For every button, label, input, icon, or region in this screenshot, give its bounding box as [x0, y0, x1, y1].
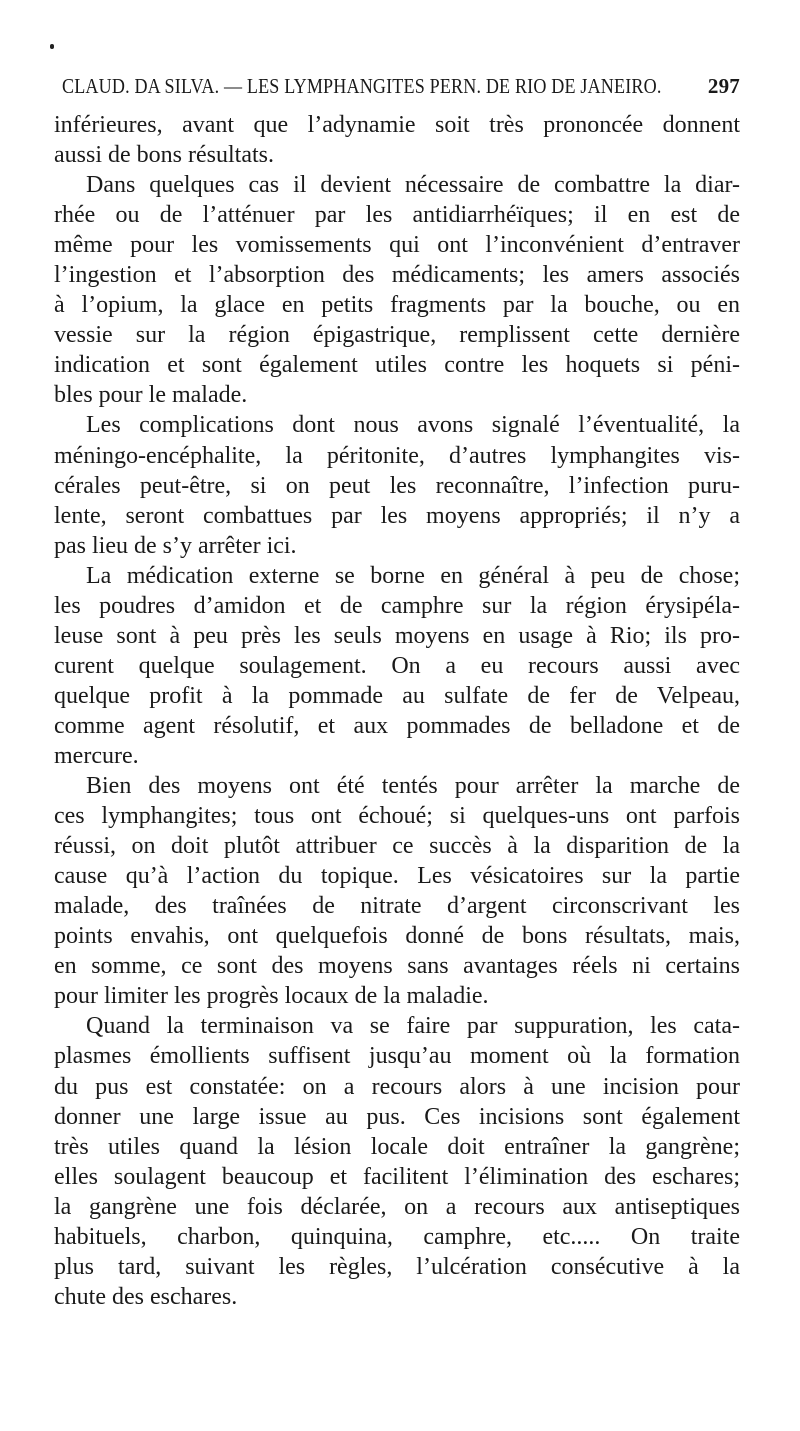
text-line: bles pour le malade.: [54, 382, 248, 409]
paragraph: [54, 110, 740, 170]
text-line: à l’opium, la glace en petits fragments par la bouche, ou en: [54, 292, 740, 319]
page-number: 297: [707, 74, 740, 98]
running-head: [62, 70, 740, 102]
text-line: Les complications dont nous avons signalé l’éventualité, la: [86, 412, 740, 439]
text-line: curent quelque soulagement. On a eu recours aussi avec: [54, 652, 740, 679]
text-line: La médication externe se borne en général à peu de chose;: [86, 562, 740, 589]
text-line: points envahis, ont quelquefois donné de bons résultats, mais,: [54, 923, 740, 950]
text-line: indication et sont également utiles contre les hoquets si péni-: [54, 352, 740, 379]
text-line: en somme, ce sont des moyens sans avantages réels ni certains: [54, 953, 740, 980]
paragraph: [54, 561, 740, 771]
text-line: Dans quelques cas il devient nécessaire de combattre la diar-: [86, 172, 740, 199]
text-line: méningo-encéphalite, la péritonite, d’autres lymphangites vis-: [54, 442, 740, 469]
text-line: pas lieu de s’y arrêter ici.: [54, 532, 297, 559]
text-line: les poudres d’amidon et de camphre sur la région érysipéla-: [54, 592, 740, 619]
text-line: cérales peut-être, si on peut les reconnaître, l’infection puru-: [54, 472, 740, 499]
text-line: Quand la terminaison va se faire par suppuration, les cata-: [86, 1013, 740, 1040]
text-line: même pour les vomissements qui ont l’inconvénient d’entraver: [54, 232, 740, 259]
ink-speck: [50, 44, 54, 49]
text-line: comme agent résolutif, et aux pommades de belladone et de: [54, 712, 740, 739]
text-line: l’ingestion et l’absorption des médicaments; les amers associés: [54, 262, 740, 289]
text-line: ces lymphangites; tous ont échoué; si quelques-uns ont parfois: [54, 803, 740, 830]
text-line: Bien des moyens ont été tentés pour arrêter la marche de: [86, 773, 740, 800]
text-line: inférieures, avant que l’adynamie soit très prononcée donnent: [54, 112, 740, 138]
text-line: donner une large issue au pus. Ces incisions sont également: [54, 1103, 740, 1130]
text-line: du pus est constatée: on a recours alors à une incision pour: [54, 1073, 740, 1100]
paragraph: [54, 170, 740, 410]
body-text: [54, 110, 740, 1312]
text-line: mercure.: [54, 742, 139, 769]
text-line: pour limiter les progrès locaux de la maladie.: [54, 983, 489, 1010]
text-line: habituels, charbon, quinquina, camphre, etc..... On traite: [54, 1223, 740, 1250]
text-line: rhée ou de l’atténuer par les antidiarrhéïques; il en est de: [54, 202, 740, 229]
text-line: aussi de bons résultats.: [54, 142, 274, 169]
text-line: elles soulagent beaucoup et facilitent l’élimination des eschares;: [54, 1163, 740, 1190]
paragraph: [54, 1011, 740, 1311]
running-title: CLAUD. DA SILVA. — LES LYMPHANGITES PERN. DE RIO DE JANEIRO.: [62, 74, 662, 98]
text-line: vessie sur la région épigastrique, remplissent cette dernière: [54, 322, 740, 349]
text-line: quelque profit à la pommade au sulfate de fer de Velpeau,: [54, 682, 740, 709]
text-line: réussi, on doit plutôt attribuer ce succès à la disparition de la: [54, 833, 740, 860]
text-line: plus tard, suivant les règles, l’ulcération consécutive à la: [54, 1253, 740, 1280]
text-line: leuse sont à peu près les seuls moyens en usage à Rio; ils pro-: [54, 622, 740, 649]
text-line: plasmes émollients suffisent jusqu’au moment où la formation: [54, 1043, 740, 1070]
text-line: lente, seront combattues par les moyens appropriés; il n’y a: [54, 502, 740, 529]
paragraph: [54, 771, 740, 1011]
text-line: très utiles quand la lésion locale doit entraîner la gangrène;: [54, 1133, 740, 1160]
paragraph: [54, 410, 740, 560]
text-line: malade, des traînées de nitrate d’argent circonscrivant les: [54, 893, 740, 920]
text-line: la gangrène une fois déclarée, on a recours aux antiseptiques: [54, 1193, 740, 1220]
text-line: cause qu’à l’action du topique. Les vésicatoires sur la partie: [54, 863, 740, 890]
text-line: chute des eschares.: [54, 1283, 238, 1310]
